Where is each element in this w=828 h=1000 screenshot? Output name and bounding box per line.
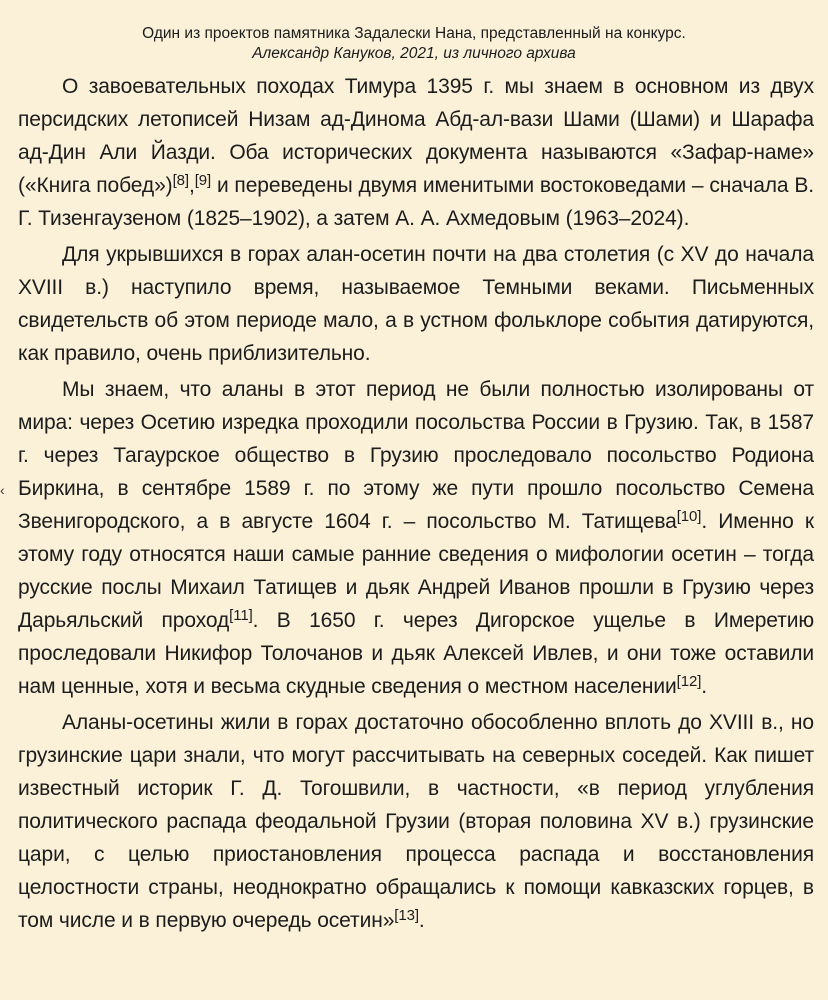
paragraph-text: . bbox=[418, 909, 425, 932]
paragraph-3 bbox=[18, 373, 814, 703]
paragraph-text: Аланы-осетины жили в горах достаточно обособленно вплоть до XVIII в., но грузинские цари знали, что могут рассчитывать на северных соседей. Как пишет известный историк Г. Д. Тогошвили, в частности, «в период углубления политического распада феодальной Грузии (вторая половина XV в.) грузинские цари, с целью приостановления процесса распада и восстановления целостности страны, неоднократно обращались к помощи кавказских горцев, в том числе и в первую очередь осетин» bbox=[18, 711, 814, 932]
footnote-link-12[interactable]: [12] bbox=[676, 673, 702, 690]
paragraph-2 bbox=[18, 238, 814, 370]
left-edge-marker: ‹ bbox=[0, 482, 5, 498]
paragraph-text: . bbox=[701, 675, 708, 698]
paragraph-4 bbox=[18, 706, 814, 937]
paragraph-text: , bbox=[188, 174, 195, 197]
footnote-link-13[interactable]: [13] bbox=[394, 907, 419, 924]
footnote-link-11[interactable]: [11] bbox=[229, 607, 253, 624]
caption-title: Один из проектов памятника Задалески Нана, представленный на конкурс. bbox=[142, 25, 686, 42]
paragraph-text: Для укрывшихся в горах алан-осетин почти на два столетия (с XV до начала XVIII в.) наступило время, называемое Темными веками. Письменных свидетельств об этом периоде мало, а в устном фольклоре события датируются, как правило, очень приблизительно. bbox=[18, 243, 814, 365]
paragraph-text: Мы знаем, что аланы в этот период не были полностью изолированы от мира: через Осетию изредка проходили посольства России в Грузию. Так, в 1587 г. через Тагаурское общество в Грузию проследовало посольство Родиона Биркина, в сентябре 1589 г. по этому же пути прошло посольство Семена Звенигородского, а в августе 1604 г. – посольство М. Татищева bbox=[18, 378, 814, 533]
paragraph-1 bbox=[18, 70, 814, 235]
paragraph-text: . В 1650 г. через Дигорское ущелье в Имеретию проследовали Никифор Толочанов и дьяк Алексей Ивлев, и они тоже оставили нам ценные, хотя и весьма скудные сведения о местном населении bbox=[18, 609, 814, 698]
image-caption bbox=[0, 0, 828, 64]
paragraph-text: и переведены двумя именитыми востоковедами – сначала В. Г. Тизенгаузеном (1825–1902), а затем А. А. Ахмедовым (1963–2024). bbox=[18, 174, 814, 230]
article-body bbox=[18, 70, 814, 937]
paragraph-text: . Именно к этому году относятся наши самые ранние сведения о мифологии осетин – тогда русские послы Михаил Татищев и дьяк Андрей Иванов прошли в Грузию через Дарьяльский проход bbox=[18, 510, 814, 632]
footnote-link-8[interactable]: [8] bbox=[172, 172, 189, 189]
footnote-link-9[interactable]: [9] bbox=[194, 172, 212, 189]
footnote-link-10[interactable]: [10] bbox=[676, 508, 702, 525]
paragraph-text: О завоевательных походах Тимура 1395 г. мы знаем в основном из двух персидских летописей Низам ад-Динома Абд-ал-вази Шами (Шами) и Шарафа ад-Дин Али Йазди. Оба исторических документа называются «Зафар-наме» («Книга побед») bbox=[18, 75, 814, 197]
caption-credit: Александр Кануков, 2021, из личного архива bbox=[252, 45, 576, 62]
